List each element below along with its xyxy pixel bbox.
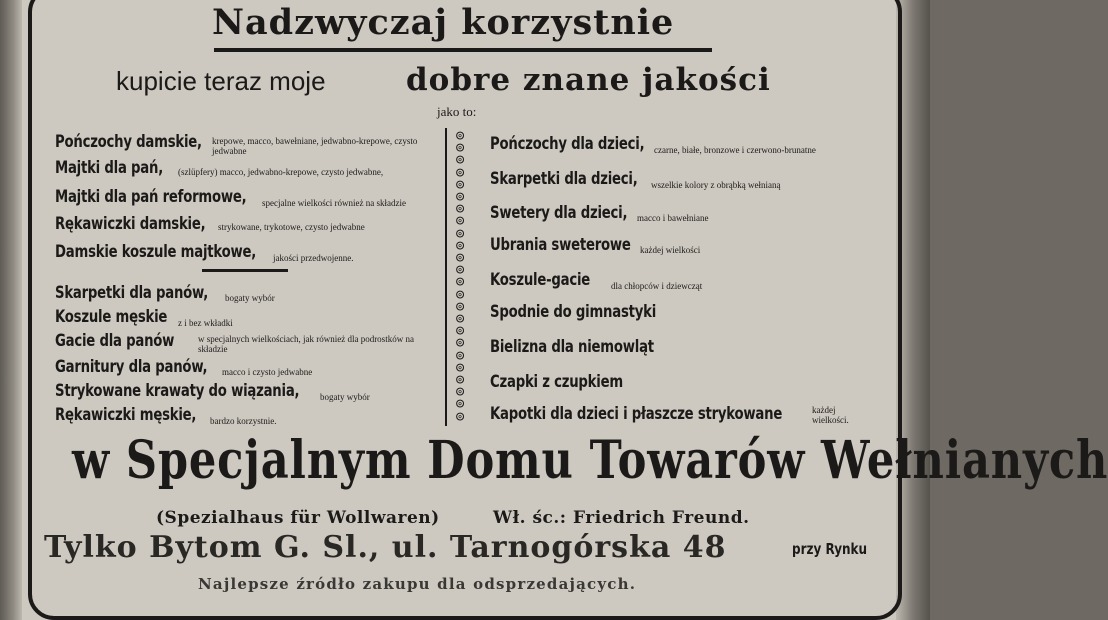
right-item-note: każdej wielkości [640,245,701,255]
left-item-note: specjalne wielkości również na składzie [262,198,406,208]
left-item-note: krepowe, macco, bawełniane, jedwabno-krepowe, czysto jedwabne [212,136,418,156]
right-item-name: Pończochy dla dzieci, [490,134,645,154]
left-item-note: strykowane, trykotowe, czysto jedwabne [218,222,365,232]
shop-address: Tylko Bytom G. Sl., ul. Tarnogórska 48 [44,530,727,565]
left-item-name: Pończochy damskie, [55,132,202,152]
left-item-name: Skarpetki dla panów, [55,283,209,303]
address-tail: przy Rynku [792,540,868,558]
right-item-note: każdej wielkości. [812,405,849,425]
right-item-note: macco i bawełniane [637,213,709,223]
subtitle-bold: dobre znane jakości [406,62,771,98]
left-item-note: (szlüpfery) macco, jedwabno-krepowe, czysto jedwabne, [178,167,384,177]
right-item-name: Ubrania sweterowe [490,235,631,255]
page-edge-left [0,0,22,620]
left-item-name: Gacie dla panów [55,331,175,351]
left-item-name: Rękawiczki damskie, [55,214,206,234]
right-item-name: Czapki z czupkiem [490,372,623,392]
right-item-note: dla chłopców i dziewcząt [611,281,703,291]
left-item-note: bogaty wybór [320,392,370,402]
left-item-name: Garnitury dla panów, [55,357,208,377]
owner-line: Wł. śc.: Friedrich Freund. [493,508,750,528]
left-item-name: Strykowane krawaty do wiązania, [55,381,300,401]
left-item-note: z i bez wkładki [178,318,233,328]
left-item-name: Rękawiczki męskie, [55,405,197,425]
chain-ornament: ◎ ◎ ◎ ◎ ◎ ◎ ◎ ◎ ◎ ◎ ◎ ◎ ◎ ◎ ◎ ◎ ◎ ◎ ◎ ◎ ◎ ◎ ◎ ◎ [456,128,464,424]
left-item-note: w specjalnych wielkościach, jak również dla podrostków na składzie [198,334,414,354]
shop-name: w Specjalnym Domu Towarów Wełnianych [72,430,1108,491]
left-item-name: Majtki dla pań, [55,158,164,178]
right-item-name: Skarpetki dla dzieci, [490,169,638,189]
right-item-name: Koszule-gacie [490,270,591,290]
right-item-name: Bielizna dla niemowląt [490,337,654,357]
left-item-note: macco i czysto jedwabne [222,367,313,377]
left-item-name: Majtki dla pań reformowe, [55,187,247,207]
column-separator [445,128,447,426]
advert-title: Nadzwyczaj korzystnie [212,2,675,43]
left-item-note: jakości przedwojenne. [273,253,354,263]
left-item-name: Damskie koszule majtkowe, [55,242,257,262]
left-item-name: Koszule męskie [55,307,168,327]
right-item-name: Swetery dla dzieci, [490,203,628,223]
right-item-name: Spodnie do gimnastyki [490,302,657,322]
right-item-note: czarne, białe, bronzowe i czerwono-brunatne [654,145,816,155]
left-item-note: bogaty wybór [225,293,275,303]
subtitle-lead: kupicie teraz moje [116,66,326,96]
right-item-name: Kapotki dla dzieci i płaszcze strykowane [490,404,783,424]
section-rule [202,269,288,272]
title-underline [214,48,712,52]
intro-text: jako to: [437,104,477,119]
shop-german-name: (Spezialhaus für Wollwaren) [156,508,440,528]
right-item-note: wszelkie kolory z obrąbką wełnianą [651,180,781,190]
left-item-note: bardzo korzystnie. [210,416,277,426]
slogan: Najlepsze źródło zakupu dla odsprzedających. [198,575,637,593]
